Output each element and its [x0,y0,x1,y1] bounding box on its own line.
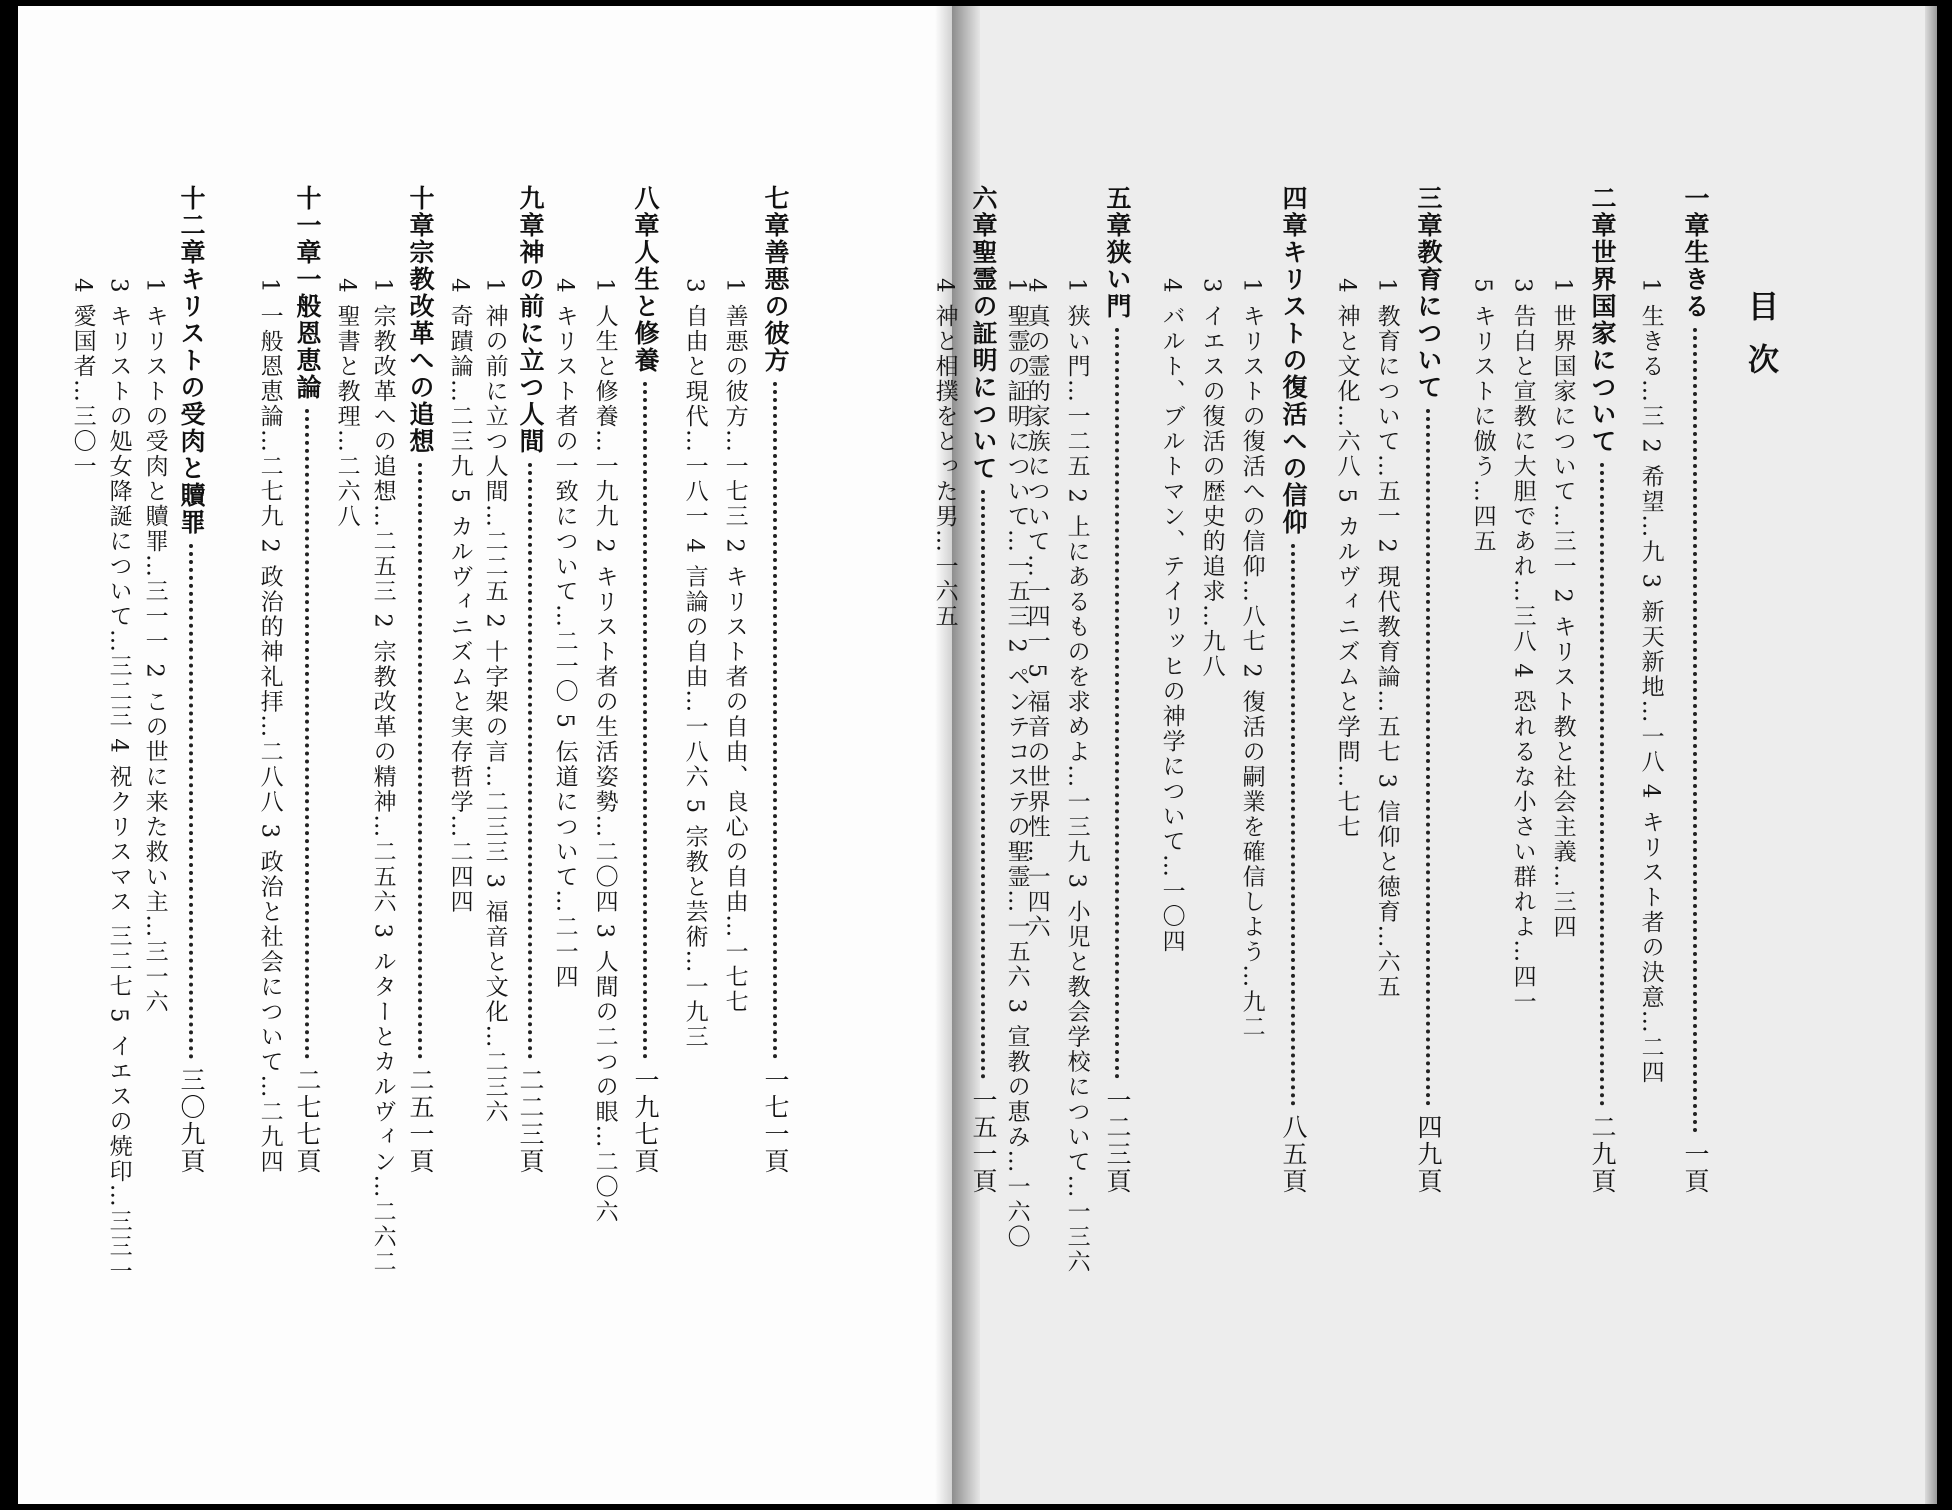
chapter-title: 善悪の彼方 [761,239,790,374]
toc-sub-2-3: 5 キリストに倣う…四五 [1469,278,1496,554]
toc-sub-3-2: 4 神と文化…六八 5 カルヴィニズムと学問…七七 [1333,278,1360,840]
toc-sub-10-1: 1 宗教改革への追想…二五三 2 宗教改革の精神…二五六 3 ルターとカルヴィン…二六二 [369,278,396,1275]
toc-chapter-2 [1587,185,1617,1195]
dot-leader [305,409,309,1059]
gutter-shadow-left [935,0,953,1510]
page-fore-edge [1925,0,1937,1510]
dot-leader [189,544,193,1059]
chapter-page: 一二三頁 [1103,1087,1132,1195]
chapter-number: 一章 [1681,185,1710,239]
right-page [948,0,1938,1510]
toc-chapter-9 [515,185,545,1175]
toc-chapter-10 [405,185,435,1175]
toc-sub-9-1: 1 神の前に立つ人間…二二五 2 十字架の言…二三三 3 福音と文化…二三六 [481,278,508,1125]
toc-chapter-8 [630,185,660,1175]
chapter-page: 四九頁 [1414,1114,1443,1195]
chapter-number: 四章 [1279,185,1308,239]
chapter-page: 一頁 [1681,1141,1710,1195]
chapter-title: 聖霊の証明について [969,239,998,482]
chapter-title: 生きる [1681,239,1710,320]
chapter-number: 八章 [631,185,660,239]
chapter-page: 一七一頁 [761,1067,790,1175]
chapter-page: 二二三頁 [516,1067,545,1175]
chapter-number: 三章 [1414,185,1443,239]
scan-border-top [0,0,1952,6]
chapter-page: 三〇九頁 [177,1067,206,1175]
dot-leader [528,463,532,1059]
toc-chapter-6 [968,185,998,1195]
toc-sub-12-1: 1 キリストの受肉と贖罪…三一一 2 この世に来た救い主…三一六 [141,278,168,1015]
toc-sub-12-2: 3 キリストの処女降誕について…三二三 4 祝クリスマス 三二七 5 イエスの焼印…三三一 [105,278,132,1284]
chapter-title: キリストの復活への信仰 [1279,239,1308,536]
dot-leader [981,490,985,1079]
chapter-number: 十一章 [293,185,322,266]
dot-leader [1291,544,1295,1106]
contents-heading: 目次 [1742,290,1778,396]
chapter-title: 人生と修養 [631,239,660,374]
chapter-page: 八五頁 [1279,1114,1308,1195]
chapter-title: キリストの受肉と贖罪 [177,266,206,536]
dot-leader [773,382,777,1059]
toc-chapter-5 [1102,185,1132,1195]
dot-leader [1600,463,1604,1106]
toc-chapter-12 [176,185,206,1175]
chapter-number: 十二章 [177,185,206,266]
chapter-title: 神の前に立つ人間 [516,239,545,455]
dot-leader [1115,328,1119,1079]
toc-sub-7-2: 3 自由と現代…一八一 4 言論の自由…一八六 5 宗教と芸術…一九三 [681,278,708,1050]
toc-sub-4-3: 4 バルト、ブルトマン、テイリッヒの神学について…一〇四 [1158,278,1185,954]
chapter-page: 一九七頁 [631,1067,660,1175]
toc-sub-3-1: 1 教育について…五一 2 現代教育論…五七 3 信仰と徳育…六五 [1373,278,1400,1000]
chapter-page: 二九頁 [1588,1114,1617,1195]
chapter-number: 二章 [1588,185,1617,239]
chapter-number: 九章 [516,185,545,239]
dot-leader [643,382,647,1059]
toc-sub-6-1: 1 聖霊の証明について…一五三 2 ペンテコステの聖霊…一五六 3 宣教の恵み…一六〇 [1003,278,1030,1250]
toc-sub-11-1: 1 一般恩恵論…二七九 2 政治的神礼拝…二八八 3 政治と社会について…二九四 [256,278,283,1175]
toc-sub-5-2: 4 真の霊的家族について…一四一 5 福音の世界性…一四六 [1023,278,1050,940]
toc-sub-5-1: 1 狭い門…一二五 2 上にあるものを求めよ…一三九 3 小児と教会学校について…一三六 [1063,278,1090,1275]
toc-sub-7-1: 1 善悪の彼方…一七三 2 キリスト者の自由、良心の自由…一七七 [721,278,748,1015]
toc-sub-9-2: 4 奇蹟論…二三九 5 カルヴィニズムと実存哲学…二四四 [446,278,473,915]
toc-chapter-7 [760,185,790,1175]
chapter-number: 六章 [969,185,998,239]
toc-chapter-4 [1278,185,1308,1195]
toc-sub-4-2: 3 イエスの復活の歴史的追求…九八 [1198,278,1225,679]
chapter-page: 二七七頁 [293,1067,322,1175]
dot-leader [1426,409,1430,1106]
toc-sub-8-1: 1 人生と修養…一九九 2 キリスト者の生活姿勢…二〇四 3 人間の二つの眼…二〇六 [591,278,618,1225]
chapter-title: 狭い門 [1103,239,1132,320]
toc-chapter-11 [292,185,322,1175]
chapter-page: 一五一頁 [969,1087,998,1195]
toc-sub-1-1: 1 生きる…三 2 希望…九 3 新天新地…一八 4 キリスト者の決意…二四 [1637,278,1664,1085]
toc-sub-6-2: 4 神と相撲をとった男…一六五 [931,278,958,629]
chapter-number: 十章 [406,185,435,239]
chapter-number: 七章 [761,185,790,239]
chapter-title: 教育について [1414,239,1443,401]
chapter-title: 宗教改革への追想 [406,239,435,455]
chapter-number: 五章 [1103,185,1132,239]
toc-sub-12-3: 4 愛国者…三〇一 [69,278,96,479]
toc-sub-8-2: 4 キリスト者の一致について…二一〇 5 伝道について…二一四 [551,278,578,990]
chapter-title: 一般恩恵論 [293,266,322,401]
toc-sub-10-2: 4 聖書と教理…二六八 [333,278,360,529]
scan-border-bottom [0,1504,1952,1510]
toc-sub-2-1: 1 世界国家について…三一 2 キリスト教と社会主義…三四 [1549,278,1576,940]
chapter-page: 二五一頁 [406,1067,435,1175]
scan-border-left [0,0,18,1510]
toc-sub-4-1: 1 キリストの復活への信仰…八七 2 復活の嗣業を確信しよう…九二 [1238,278,1265,1040]
dot-leader [418,463,422,1059]
scan-border-right [1937,0,1952,1510]
dot-leader [1693,328,1697,1133]
chapter-title: 世界国家について [1588,239,1617,455]
toc-chapter-1 [1680,185,1710,1195]
toc-chapter-3 [1413,185,1443,1195]
toc-sub-2-2: 3 告白と宣教に大胆であれ…三八 4 恐れるな小さい群れよ…四一 [1509,278,1536,1015]
